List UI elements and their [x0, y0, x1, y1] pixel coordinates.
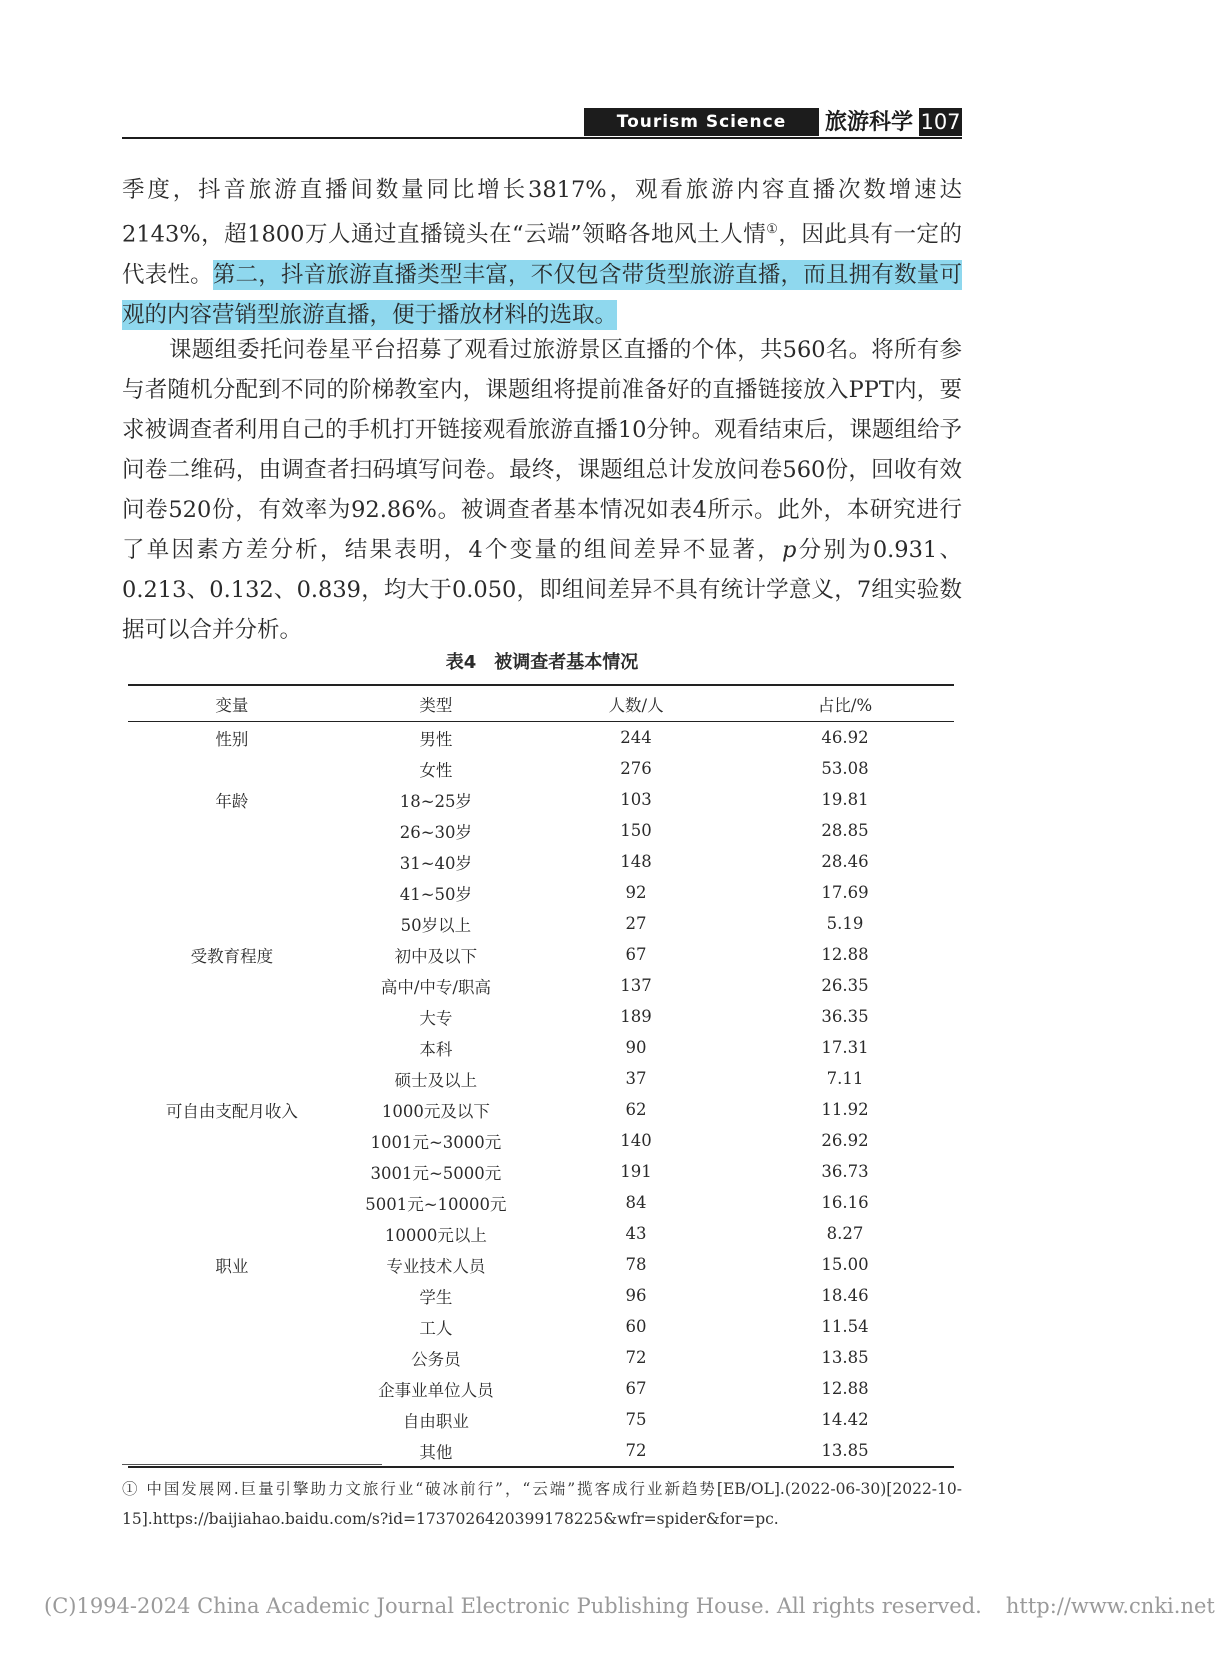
- paragraph-2-text-after: 分别为0.931、0.213、0.132、0.839，均大于0.050，即组间差异不具有统计学意义，7组实验数据可以合并分析。: [122, 537, 962, 643]
- cell-count: 37: [625, 1069, 647, 1088]
- cell-type: 1001元~3000元: [370, 1132, 502, 1152]
- paragraph-2-text: 课题组委托问卷星平台招募了观看过旅游景区直播的个体，共560名。将所有参与者随机分配到不同的阶梯教室内，课题组将提前准备好的直播链接放入PPT内，要求被调查者利用自己的手机打开链接观看旅游直播10分钟。观看结束后，课题组给予问卷二维码，由调查者扫码填写问卷。最终，课题组总计发放问卷560份，回收有效问卷520份，有效率为92.86%。被调查者基本情况如表4所示。此外，本研究进行了单因素方差分析，结果表明，4个变量的组间差异不显著，: [122, 337, 962, 563]
- cell-percent: 19.81: [821, 790, 869, 809]
- cell-type: 50岁以上: [400, 915, 472, 935]
- cell-count: 90: [625, 1038, 647, 1057]
- cell-variable: 可自由支配月收入: [165, 1101, 298, 1121]
- cell-type: 男性: [419, 729, 453, 749]
- cell-variable: [128, 815, 336, 846]
- cell-variable: [128, 1373, 336, 1404]
- cell-percent: 12.88: [821, 1379, 869, 1398]
- cell-type: 高中/中专/职高: [380, 977, 491, 997]
- cell-percent: 5.19: [826, 914, 864, 933]
- respondents-table: [128, 684, 954, 1468]
- cell-variable: [128, 1187, 336, 1218]
- cell-variable: [128, 1342, 336, 1373]
- cell-percent: 16.16: [821, 1193, 869, 1212]
- cell-percent: 15.00: [821, 1255, 869, 1274]
- cell-variable: [128, 1218, 336, 1249]
- journal-title-cn: 旅游科学: [819, 108, 919, 136]
- cell-count: 72: [625, 1348, 647, 1367]
- cell-type: 学生: [419, 1287, 453, 1307]
- cell-percent: 53.08: [821, 759, 869, 778]
- cell-type: 5001元~10000元: [365, 1194, 507, 1214]
- table-row: [128, 1032, 954, 1063]
- table-row: [128, 877, 954, 908]
- cell-count: 137: [620, 976, 652, 995]
- cell-type: 工人: [419, 1318, 453, 1338]
- cell-type: 初中及以下: [394, 946, 478, 966]
- table-row: [128, 1187, 954, 1218]
- cell-variable: [128, 1125, 336, 1156]
- cell-variable: [128, 877, 336, 908]
- cell-type: 18~25岁: [399, 791, 473, 811]
- cell-percent: 17.69: [821, 883, 869, 902]
- column-header: 类型: [336, 685, 536, 722]
- cell-percent: 13.85: [736, 1435, 954, 1467]
- table-row: [128, 970, 954, 1001]
- header-rule: [122, 137, 962, 139]
- table-row: [128, 722, 954, 754]
- column-header: 占比/%: [736, 685, 954, 722]
- cell-count: 103: [620, 790, 652, 809]
- highlighted-text: 第二，抖音旅游直播类型丰富，不仅包含带货型旅游直播，而且拥有数量可观的内容营销型旅游直播，便于播放材料的选取。: [122, 261, 962, 328]
- table-row: [128, 1218, 954, 1249]
- cell-type: 女性: [419, 760, 453, 780]
- cell-type: 31~40岁: [399, 853, 473, 873]
- cell-percent: 28.46: [821, 852, 869, 871]
- cell-count: 67: [625, 945, 647, 964]
- table-row: [128, 784, 954, 815]
- cell-type: 10000元以上: [384, 1225, 487, 1245]
- cell-percent: 11.54: [821, 1317, 869, 1336]
- cell-type: 公务员: [411, 1349, 461, 1369]
- table-body: [128, 722, 954, 1468]
- cell-count: 75: [625, 1410, 647, 1429]
- cell-variable: 职业: [215, 1256, 249, 1276]
- cell-count: 148: [620, 852, 652, 871]
- cell-percent: 26.35: [821, 976, 869, 995]
- cell-type: 大专: [419, 1008, 453, 1028]
- cell-percent: 12.88: [821, 945, 869, 964]
- table-row: [128, 1125, 954, 1156]
- cell-percent: 7.11: [826, 1069, 864, 1088]
- cell-count: 276: [620, 759, 652, 778]
- cell-percent: 14.42: [821, 1410, 869, 1429]
- table-row: [128, 753, 954, 784]
- table-row: [128, 1156, 954, 1187]
- cell-variable: [128, 1063, 336, 1094]
- cell-count: 60: [625, 1317, 647, 1336]
- table-row: [128, 1311, 954, 1342]
- cell-percent: 26.92: [821, 1131, 869, 1150]
- table-row: [128, 1342, 954, 1373]
- table-row: [128, 1373, 954, 1404]
- footnote: ① 中国发展网.巨量引擎助力文旅行业“破冰前行”，“云端”揽客成行业新趋势[EB/OL].(2022-06-30)[2022-10-15].https://baijiahao.baidu.com/s?id=1737026420399178225&wfr=spider&for=pc.: [122, 1480, 962, 1528]
- paragraph-1-text-after: ，因此具有一定的代表性。: [122, 221, 962, 288]
- cell-count: 140: [620, 1131, 652, 1150]
- cell-type: 41~50岁: [399, 884, 473, 904]
- cell-variable: [128, 1280, 336, 1311]
- table-row: [128, 1404, 954, 1435]
- cell-variable: [128, 970, 336, 1001]
- cell-variable: 年龄: [215, 791, 249, 811]
- cell-count: 78: [625, 1255, 647, 1274]
- cell-variable: [128, 1001, 336, 1032]
- p-symbol: p: [781, 537, 797, 563]
- footnote-rule: [122, 1464, 382, 1465]
- cell-type: 1000元及以下: [381, 1101, 490, 1121]
- table-row: [128, 908, 954, 939]
- cell-type: 自由职业: [402, 1411, 469, 1431]
- cell-type: 其他: [336, 1435, 536, 1467]
- cell-count: 62: [625, 1100, 647, 1119]
- cell-percent: 36.73: [821, 1162, 869, 1181]
- table-row: [128, 1435, 954, 1467]
- copyright-url[interactable]: http://www.cnki.net: [1005, 1594, 1215, 1618]
- cell-percent: 46.92: [821, 728, 869, 747]
- table-row: [128, 1280, 954, 1311]
- table-row: [128, 1001, 954, 1032]
- cell-percent: 36.35: [821, 1007, 869, 1026]
- running-header: [122, 108, 962, 138]
- table-row: [128, 939, 954, 970]
- paragraph-2: [122, 330, 962, 650]
- cell-count: 43: [625, 1224, 647, 1243]
- cell-count: 244: [620, 728, 652, 747]
- column-header: 变量: [128, 685, 336, 722]
- cell-count: 84: [625, 1193, 647, 1212]
- table-row: [128, 1249, 954, 1280]
- cell-percent: 18.46: [821, 1286, 869, 1305]
- page-number: 107: [920, 110, 961, 134]
- copyright-text: (C)1994-2024 China Academic Journal Electronic Publishing House. All rights reserved.: [44, 1594, 982, 1618]
- cell-variable: [128, 846, 336, 877]
- cell-variable: [128, 753, 336, 784]
- cell-type: 专业技术人员: [386, 1256, 486, 1276]
- cell-percent: 28.85: [821, 821, 869, 840]
- cell-type: 3001元~5000元: [370, 1163, 502, 1183]
- cell-count: 96: [625, 1286, 647, 1305]
- cell-count: 150: [620, 821, 652, 840]
- cell-variable: [128, 908, 336, 939]
- cell-type: 硕士及以上: [394, 1070, 478, 1090]
- cell-percent: 13.85: [821, 1348, 869, 1367]
- cell-variable: 受教育程度: [190, 946, 274, 966]
- cell-type: 26~30岁: [399, 822, 473, 842]
- cell-count: 191: [620, 1162, 652, 1181]
- table-row: [128, 815, 954, 846]
- column-header: 人数/人: [536, 685, 736, 722]
- cell-variable: [128, 1156, 336, 1187]
- cell-variable: [128, 1311, 336, 1342]
- cell-variable: [128, 1435, 336, 1467]
- paragraph-1-text: 季度，抖音旅游直播间数量同比增长3817%，观看旅游内容直播次数增速达2143%，超1800万人通过直播镜头在“云端”领略各地风土人情: [122, 177, 962, 248]
- cell-percent: 17.31: [821, 1038, 869, 1057]
- journal-title-en: Tourism Science: [616, 112, 787, 132]
- cell-percent: 8.27: [826, 1224, 864, 1243]
- cell-count: 189: [620, 1007, 652, 1026]
- paragraph-1: [122, 170, 962, 335]
- table-header-row: [128, 685, 954, 722]
- cell-count: 72: [536, 1435, 736, 1467]
- cell-count: 92: [625, 883, 647, 902]
- footnote-marker[interactable]: ①: [766, 222, 779, 237]
- table-title: 表4 被调查者基本情况: [445, 652, 639, 673]
- copyright-line: [44, 1594, 1215, 1618]
- table-row: [128, 1063, 954, 1094]
- cell-type: 本科: [419, 1039, 453, 1059]
- cell-percent: 11.92: [821, 1100, 869, 1119]
- cell-variable: [128, 1404, 336, 1435]
- table-row: [128, 846, 954, 877]
- cell-variable: 性别: [215, 729, 249, 749]
- cell-count: 27: [625, 914, 647, 933]
- table-row: [128, 1094, 954, 1125]
- cell-count: 67: [625, 1379, 647, 1398]
- cell-variable: [128, 1032, 336, 1063]
- cell-type: 企事业单位人员: [378, 1380, 494, 1400]
